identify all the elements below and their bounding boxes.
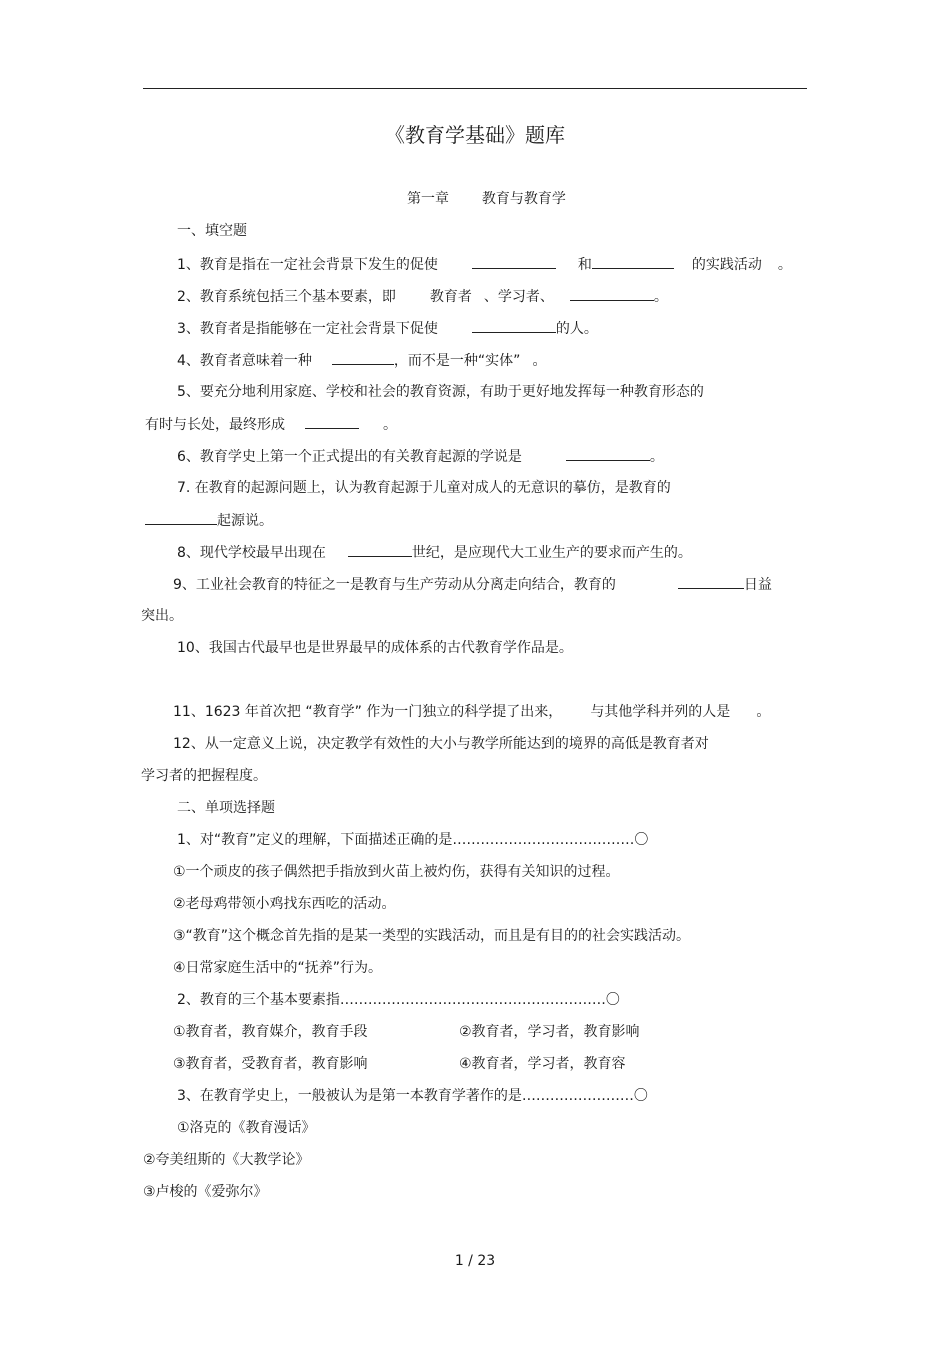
chapter-label: 第一章 — [407, 191, 449, 207]
answer-blank — [592, 254, 674, 269]
question-text: 起源说。 — [217, 513, 273, 529]
answer-blank — [570, 286, 654, 301]
choice-option: ②夸美纽斯的《大教学论》 — [143, 1152, 310, 1168]
choice-question-3: 3、在教育学史上，一般被认为是第一本教育学著作的是……………………〇 — [177, 1088, 648, 1104]
fill-question-9-cont: 突出。 — [141, 608, 183, 624]
question-text: 的实践活动 — [691, 257, 762, 273]
fill-question-1 — [177, 254, 792, 275]
question-text: 1、教育是指在一定社会背景下发生的促使 — [177, 257, 438, 273]
chapter-heading — [407, 189, 566, 209]
choice-question-2: 2、教育的三个基本要素指…………………………………………………〇 — [177, 992, 620, 1008]
fill-question-6 — [177, 446, 664, 467]
answer-blank — [348, 542, 412, 557]
answer-blank — [145, 510, 217, 525]
fill-question-11 — [173, 702, 770, 722]
choice-option: ①洛克的《教育漫话》 — [177, 1120, 316, 1136]
fill-question-4 — [177, 350, 546, 371]
chapter-title: 教育与教育学 — [481, 191, 566, 207]
answer-blank — [332, 350, 394, 365]
document-title: 《教育学基础》题库 — [385, 123, 565, 147]
answer-blank — [678, 574, 744, 589]
question-text: 6、教育学史上第一个正式提出的有关教育起源的学说是 — [177, 449, 522, 465]
question-text: 。 — [653, 289, 668, 305]
choice-option: ①一个顽皮的孩子偶然把手指放到火苗上被灼伤，获得有关知识的过程。 — [173, 864, 620, 880]
answer-blank — [472, 254, 556, 269]
question-text: 日益 — [743, 577, 772, 593]
answer-blank — [472, 318, 556, 333]
fill-question-12: 12、从一定意义上说，决定教学有效性的大小与教学所能达到的境界的高低是教育者对 — [173, 736, 709, 752]
choice-option: ④教育者，学习者，教育容 — [459, 1056, 626, 1072]
fill-question-9 — [173, 574, 772, 595]
fill-question-2 — [177, 286, 668, 307]
question-text: 教育者 — [429, 289, 472, 305]
choice-option: ②老母鸡带领小鸡找东西吃的活动。 — [173, 896, 396, 912]
question-text: 有时与长处，最终形成 — [145, 417, 285, 433]
fill-question-7: 7. 在教育的起源问题上，认为教育起源于儿童对成人的无意识的摹仿，是教育的 — [177, 480, 671, 496]
question-text: 11、1623 年首次把 “教育学” 作为一门独立的科学提了出来， — [173, 704, 563, 720]
fill-question-12-cont: 学习者的把握程度。 — [141, 768, 267, 784]
question-text: ，而不是一种“实体” — [393, 353, 521, 369]
fill-question-3 — [177, 318, 598, 339]
question-text: 8、现代学校最早出现在 — [177, 545, 326, 561]
answer-blank — [566, 446, 650, 461]
question-text: 与其他学科并列的人是 — [590, 704, 731, 720]
question-text: 。 — [649, 449, 664, 465]
question-text: 。 — [777, 257, 792, 273]
question-text: 。 — [383, 417, 397, 433]
choice-option: ②教育者，学习者，教育影响 — [459, 1024, 640, 1040]
question-text: 3、教育者是指能够在一定社会背景下促使 — [177, 321, 438, 337]
answer-blank — [305, 414, 359, 429]
question-text: 9、工业社会教育的特征之一是教育与生产劳动从分离走向结合，教育的 — [173, 577, 616, 593]
question-text: 4、教育者意味着一种 — [177, 353, 312, 369]
question-text: 2、教育系统包括三个基本要素，即 — [177, 289, 396, 305]
question-text: 和 — [577, 257, 592, 273]
fill-question-10: 10、我国古代最早也是世界最早的成体系的古代教育学作品是。 — [177, 640, 573, 656]
choice-option: ③“教育”这个概念首先指的是某一类型的实践活动，而且是有目的的社会实践活动。 — [173, 928, 691, 944]
fill-question-5: 5、要充分地利用家庭、学校和社会的教育资源，有助于更好地发挥每一种教育形态的 — [177, 384, 704, 400]
question-text: 世纪，是应现代大工业生产的要求而产生的。 — [411, 545, 692, 561]
fill-question-8 — [177, 542, 692, 563]
question-text: 。 — [756, 704, 771, 720]
page-number: 1 / 23 — [454, 1253, 496, 1269]
choice-option: ④日常家庭生活中的“抚养”行为。 — [173, 960, 383, 976]
fill-question-5-cont — [145, 414, 397, 435]
question-text: 、学习者、 — [483, 289, 554, 305]
section-heading-choice: 二、单项选择题 — [177, 800, 275, 816]
question-text: 的人。 — [555, 321, 598, 337]
question-text: 。 — [532, 353, 547, 369]
header-rule — [143, 88, 807, 89]
choice-option: ③卢梭的《爱弥尔》 — [143, 1184, 268, 1200]
fill-question-7-cont — [145, 510, 273, 531]
section-heading-fill: 一、填空题 — [177, 223, 247, 239]
choice-option: ①教育者，教育媒介，教育手段 — [173, 1024, 368, 1040]
choice-option: ③教育者，受教育者，教育影响 — [173, 1056, 368, 1072]
choice-question-1: 1、对“教育”定义的理解，下面描述正确的是…………………………………〇 — [177, 832, 649, 848]
